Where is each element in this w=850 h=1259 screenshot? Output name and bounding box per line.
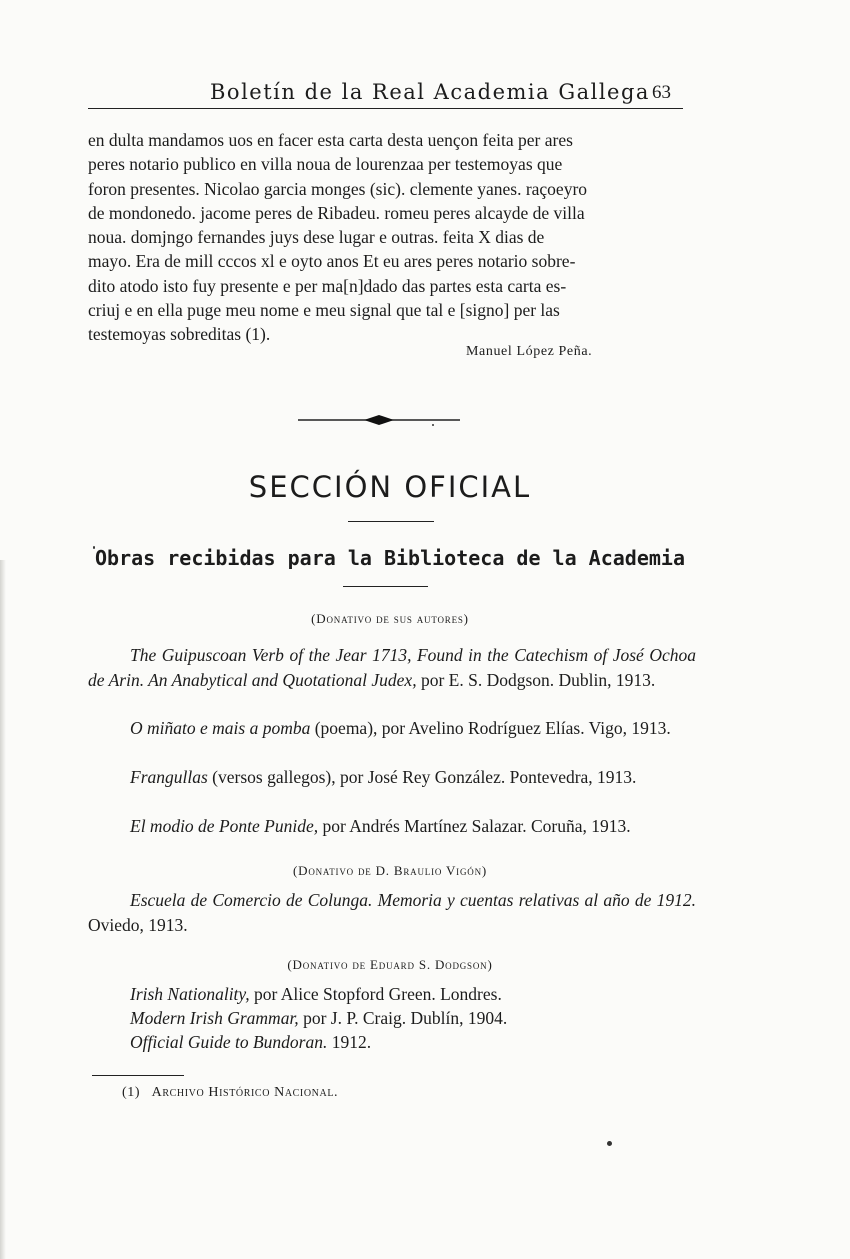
text-line: testemoyas sobreditas (1). [88, 324, 271, 345]
entry-details: 1912. [327, 1032, 372, 1052]
entry-details: por Alice Stopford Green. Londres. [249, 984, 502, 1004]
entry-title: Modern Irish Grammar, [130, 1008, 299, 1028]
bibliography-entry [88, 982, 696, 1007]
bibliography-entry [88, 814, 696, 839]
footnote [122, 1085, 338, 1101]
page-edge-shadow [0, 560, 6, 1259]
section-title: SECCIÓN OFICIAL [248, 470, 532, 504]
text-line: dito atodo isto fuy presente e per ma[n]dado das partes esta carta es- [88, 275, 567, 296]
entry-title: Official Guide to Bundoran. [130, 1032, 328, 1052]
bibliography-entry [88, 643, 696, 692]
ink-speck [93, 546, 95, 549]
text-line: mayo. Era de mill cccos xl e oyto anos Et eu ares peres notario sobre- [88, 251, 576, 272]
ink-speck [607, 1141, 612, 1146]
entry-title: Irish Nationality, [130, 984, 250, 1004]
entry-title: El modio de Ponte Punide, [130, 816, 319, 836]
text-line: criuj e en ella puge meu nome e meu signal que tal e [signo] per las [88, 300, 560, 321]
entry-details: por Andrés Martínez Salazar. Coruña, 1913. [318, 816, 631, 836]
entry-details: por J. P. Craig. Dublín, 1904. [298, 1008, 508, 1028]
ink-speck [432, 424, 434, 426]
running-head [88, 78, 683, 109]
entry-title: The Guipuscoan Verb of the Jear 1713, Found in the Catechism of José Ochoa de Arin. An Anabytical and Quotational Judex, [88, 645, 696, 690]
document-continuation [88, 128, 690, 347]
diamond-rule-ornament-icon [298, 412, 460, 428]
entry-details: por E. S. Dodgson. Dublin, 1913. [416, 669, 656, 690]
running-title: Boletín de la Real Academia Gallega [210, 80, 650, 104]
donor-heading: (Donativo de D. Braulio Vigón) [293, 863, 487, 878]
text-line: peres notario publico en villa noua de lourenzaa per testemoyas que [88, 154, 563, 175]
bibliography-entry [88, 1030, 696, 1055]
bibliography-entry [88, 716, 696, 741]
entry-title: Escuela de Comercio de Colunga. Memoria y cuentas relativas al año de 1912. [130, 890, 696, 910]
bibliography-entry [88, 1006, 696, 1031]
text-line: foron presentes. Nicolao garcia monges (sic). clemente yanes. raçoeyro [88, 178, 588, 199]
section-title-rule [348, 521, 434, 522]
text-line: en dulta mandamos uos en facer esta carta desta uençon feita per ares [88, 130, 573, 150]
author-signature: Manuel López Peña. [466, 344, 593, 359]
text-line: de mondonedo. jacome peres de Ribadeu. romeu peres alcayde de villa [88, 202, 585, 223]
subsection-title-rule [343, 586, 428, 587]
footnote-marker: (1) [122, 1085, 141, 1100]
bibliography-entry [88, 888, 696, 937]
entry-details: (poema), por Avelino Rodríguez Elías. Vigo, 1913. [310, 718, 671, 738]
entry-details: Oviedo, 1913. [88, 914, 188, 935]
entry-title: Frangullas [130, 767, 208, 787]
footnote-rule [92, 1075, 184, 1076]
donor-heading: (Donativo de Eduard S. Dodgson) [287, 957, 493, 972]
subsection-title: Obras recibidas para la Biblioteca de la Academia [94, 546, 685, 570]
bibliography-entry [88, 765, 696, 790]
entry-details: (versos gallegos), por José Rey González. Pontevedra, 1913. [207, 767, 637, 787]
footnote-text: Archivo Histórico Nacional. [151, 1085, 339, 1100]
entry-title: O miñato e mais a pomba [130, 718, 311, 738]
donor-heading: (Donativo de sus autores) [311, 611, 469, 626]
text-line: noua. domjngo fernandes juys dese lugar e outras. feita X dias de [88, 227, 545, 248]
page-number: 63 [652, 82, 671, 103]
